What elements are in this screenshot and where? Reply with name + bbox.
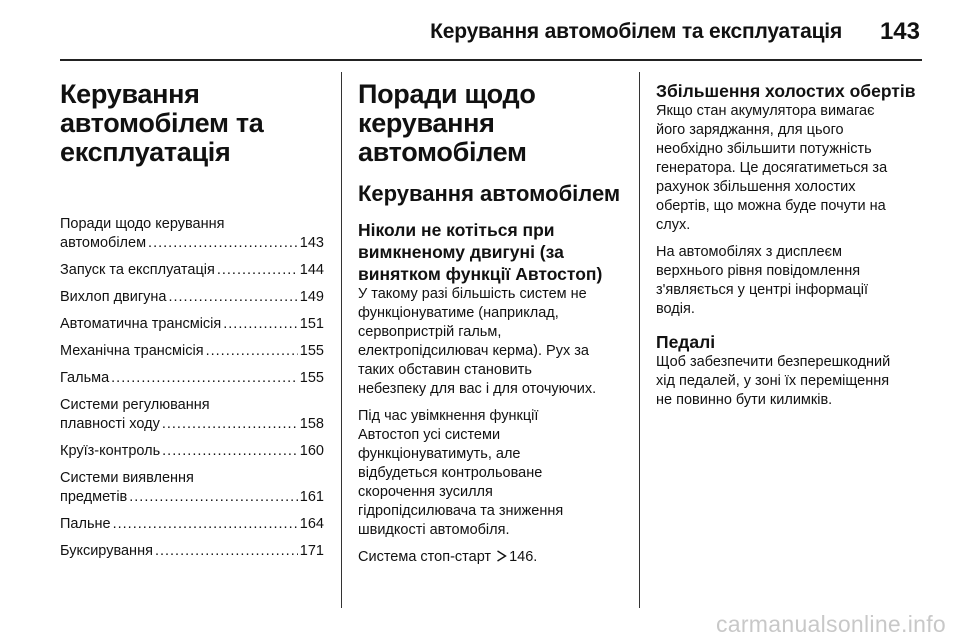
toc-entry-label: Пальне [60, 516, 111, 532]
text-line: таких обставин становить [358, 362, 532, 378]
running-header-title: Керування автомобілем та експлуатація [430, 20, 842, 43]
toc-dot-leader [168, 288, 297, 307]
toc-dot-leader [206, 342, 298, 361]
heading-line: вимкненому двигуні (за [358, 242, 564, 262]
column-divider-right [639, 72, 640, 608]
toc-entry-label: Системи регулювання [60, 397, 210, 413]
toc-entry-label: Гальма [60, 370, 110, 386]
toc-entry-line [60, 261, 324, 280]
reference-arrow-icon [496, 550, 507, 562]
toc-entry[interactable] [60, 515, 324, 534]
toc-dot-leader [223, 315, 298, 334]
chapter-title-line: автомобілем та [60, 108, 264, 138]
paragraph [656, 353, 924, 410]
heading-line: Ніколи не котіться при [358, 220, 555, 240]
toc-entry-label: Системи виявлення [60, 470, 194, 486]
toc-entry-label: Запуск та експлуатація [60, 262, 215, 278]
toc-entry[interactable] [60, 215, 324, 253]
text-line: водія. [656, 301, 695, 317]
text-line: хід педалей, у зоні їх переміщення [656, 373, 890, 389]
toc-entry-label: Автоматична трансмісія [60, 316, 222, 332]
toc-entry[interactable] [60, 288, 324, 307]
section-title-line: автомобілем [358, 137, 527, 167]
toc-entry-line [60, 342, 324, 361]
paragraph [358, 407, 623, 540]
toc-page-number: 158 [299, 416, 324, 432]
reference-text: Система стоп-старт [358, 549, 492, 565]
toc-page-number: 143 [299, 235, 324, 251]
text-line: його заряджання, для цього [656, 122, 844, 138]
section-title-line: керування [358, 108, 495, 138]
text-line: верхнього рівня повідомлення [656, 263, 861, 279]
text-line: небезпеку для вас і для оточуючих. [358, 381, 597, 397]
section-title-line: Поради щодо [358, 79, 536, 109]
chapter-title-line: експлуатація [60, 137, 231, 167]
toc-page-number: 161 [299, 489, 324, 505]
section-title [358, 80, 623, 167]
toc-entry-label: Буксирування [60, 543, 153, 559]
middle-column [358, 72, 623, 575]
text-line: не повинно бути килимків. [656, 392, 833, 408]
toc-entry[interactable] [60, 542, 324, 561]
toc-entry-line [60, 415, 324, 434]
toc-entry-line [60, 488, 324, 507]
table-of-contents [60, 215, 324, 561]
toc-entry-label: Вихлоп двигуна [60, 289, 167, 305]
toc-dot-leader [148, 234, 298, 253]
toc-entry[interactable] [60, 442, 324, 461]
text-line: генератора. Це досягатиметься за [656, 160, 888, 176]
toc-page-number: 171 [299, 543, 324, 559]
toc-entry[interactable] [60, 261, 324, 280]
toc-page-number: 144 [299, 262, 324, 278]
text-line: На автомобілях з дисплеєм [656, 244, 842, 260]
header-divider [60, 59, 922, 61]
toc-dot-leader [162, 442, 298, 461]
toc-dot-leader [217, 261, 298, 280]
text-line: слух. [656, 217, 691, 233]
text-line: рахунок збільшення холостих [656, 179, 856, 195]
pedals-heading: Педалі [656, 332, 716, 352]
text-line: сервопристрій гальм, [358, 324, 502, 340]
toc-entry-label: Круїз-контроль [60, 443, 161, 459]
text-line: У такому разі більшість систем не [358, 286, 587, 302]
toc-entry-line [60, 315, 324, 334]
toc-page-number: 155 [299, 343, 324, 359]
text-line: обертів, що можна буде почути на [656, 198, 886, 214]
idle-speed-heading: Збільшення холостих обертів [656, 81, 916, 101]
toc-entry-label: Механічна трансмісія [60, 343, 204, 359]
right-column [656, 72, 924, 418]
paragraph [358, 285, 623, 399]
toc-dot-leader [129, 488, 298, 507]
paragraph [656, 102, 924, 235]
page-header [0, 0, 960, 62]
heading-line: винятком функції Автостоп) [358, 264, 603, 284]
subsection-title: Керування автомобілем [358, 181, 621, 206]
toc-dot-leader [162, 415, 298, 434]
chapter-title [60, 80, 324, 167]
toc-entry-line [60, 369, 324, 388]
paragraph [656, 243, 924, 319]
toc-entry-line [60, 442, 324, 461]
cross-reference-paragraph [358, 548, 623, 567]
toc-entry[interactable] [60, 369, 324, 388]
toc-page-number: 149 [299, 289, 324, 305]
text-line: електропідсилювач керма). Рух за [358, 343, 589, 359]
text-line: Під час увімкнення функції [358, 408, 539, 424]
toc-entry-label: предметів [60, 489, 128, 505]
toc-page-number: 160 [299, 443, 324, 459]
toc-entry-label: автомобілем [60, 235, 147, 251]
text-line: з'являється у центрі інформації [656, 282, 868, 298]
text-line: функціонуватиме (наприклад, [358, 305, 559, 321]
text-line: функціонуватимуть, але [358, 446, 521, 462]
toc-dot-leader [155, 542, 298, 561]
page-number: 143 [879, 18, 920, 45]
toc-page-number: 151 [299, 316, 324, 332]
toc-entry[interactable] [60, 396, 324, 434]
toc-page-number: 164 [299, 516, 324, 532]
text-line: відбудеться контрольоване [358, 465, 543, 481]
text-line: Щоб забезпечити безперешкодний [656, 354, 891, 370]
text-line: необхідно збільшити потужність [656, 141, 872, 157]
text-line: Якщо стан акумулятора вимагає [656, 103, 875, 119]
toc-dot-leader [113, 515, 298, 534]
chapter-title-line: Керування [60, 79, 200, 109]
toc-entry-line [60, 288, 324, 307]
toc-page-number: 155 [299, 370, 324, 386]
toc-dot-leader [111, 369, 298, 388]
text-line: гідропідсилювача та зниження [358, 503, 564, 519]
toc-entry[interactable] [60, 342, 324, 361]
text-line: скорочення зусилля [358, 484, 493, 500]
toc-entry-line [60, 234, 324, 253]
text-line: Автостоп усі системи [358, 427, 501, 443]
reference-page[interactable]: 146. [509, 549, 538, 565]
toc-entry-label: Поради щодо керування [60, 216, 225, 232]
toc-entry-line [60, 542, 324, 561]
toc-entry[interactable] [60, 469, 324, 507]
warning-heading [358, 219, 623, 285]
toc-entry-line [60, 515, 324, 534]
watermark: carmanualsonline.info [715, 611, 946, 637]
toc-entry-label: плавності ходу [60, 416, 160, 432]
column-divider-left [341, 72, 342, 608]
text-line: швидкості автомобіля. [358, 522, 510, 538]
toc-entry[interactable] [60, 315, 324, 334]
left-column [60, 72, 324, 569]
